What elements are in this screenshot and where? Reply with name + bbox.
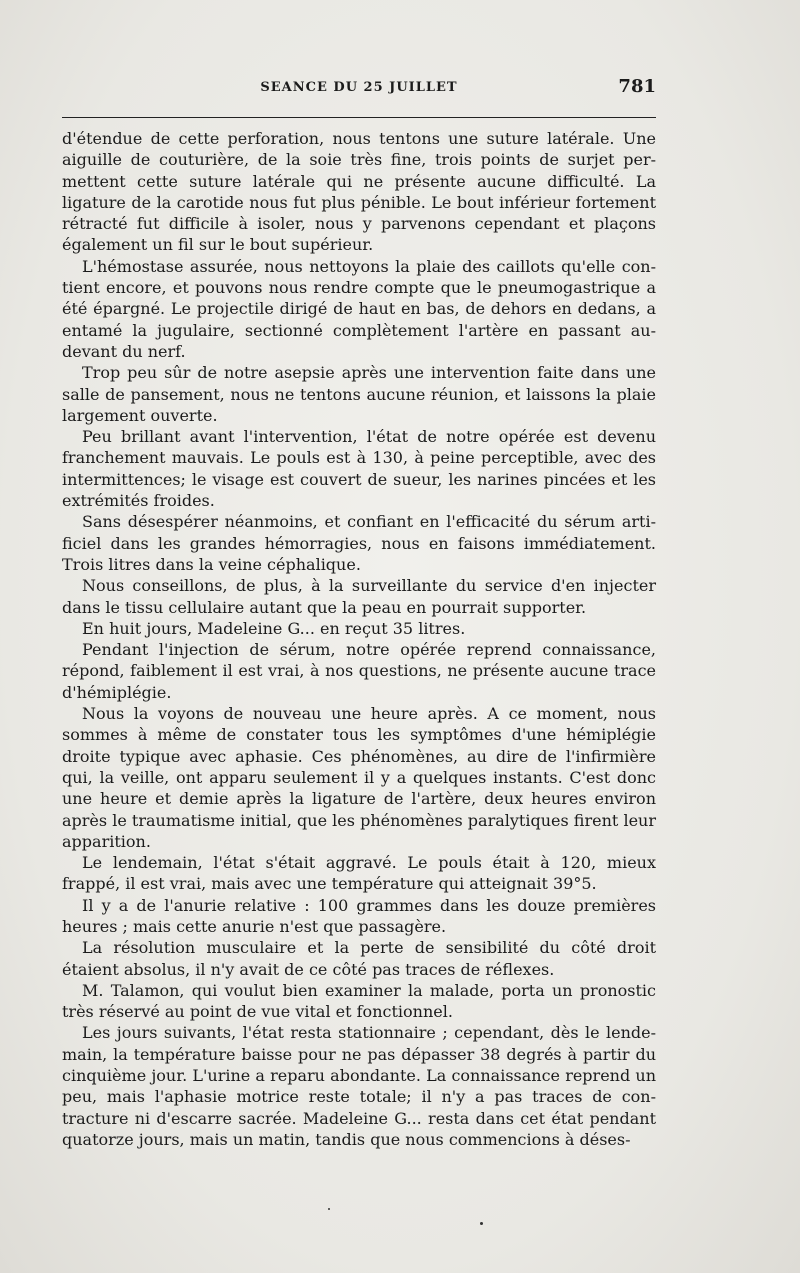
paragraph: Nous la voyons de nouveau une heure après. A ce moment, nous sommes à même de constater tous les symptômes d'une hémiplégie droite typique avec aphasie. Ces phénomènes, au dire de l'infirmière qui, la veille, ont apparu seulement il y a quelques instants. C'est donc une heure et demie après la ligature de l'artère, deux heures environ après le traumatisme initial, que les phénomènes paralytiques firent leur apparition.	[62, 704, 656, 851]
paragraph: En huit jours, Madeleine G... en reçut 35 litres.	[82, 618, 466, 638]
running-head-title: SEANCE DU 25 JUILLET	[260, 80, 458, 95]
print-speck	[480, 1222, 483, 1225]
body-text	[62, 128, 656, 1150]
paragraph: M. Talamon, qui voulut bien examiner la malade, porta un pronostic très réservé au point de vue vital et fonctionnel.	[62, 980, 656, 1022]
header-rule	[62, 117, 656, 118]
paragraph: Nous conseillons, de plus, à la surveillante du service d'en injecter dans le tissu cellulaire autant que la peau en pourrait supporter.	[62, 576, 656, 617]
running-head	[62, 76, 656, 98]
paragraph: Le lendemain, l'état s'était aggravé. Le pouls était à 120, mieux frappé, il est vrai, mais avec une température qui atteignait 39°5.	[62, 853, 656, 894]
paragraph: La résolution musculaire et la perte de sensibilité du côté droit étaient absolus, il n'y avait de ce côté pas traces de réflexes.	[62, 938, 656, 979]
paragraph: Pendant l'injection de sérum, notre opérée reprend connaissance, répond, faiblement il est vrai, à nos questions, ne présente aucune trace d'hémiplégie.	[62, 640, 656, 702]
page-number: 781	[618, 76, 656, 97]
paragraph: L'hémostase assurée, nous nettoyons la plaie des caillots qu'elle contient encore, et pouvons nous rendre compte que le pneumogastrique a été épargné. Le projectile dirigé de haut en bas, de dehors en dedans, a entamé la jugulaire, sectionné complètement l'artère en passant au-devant du nerf.	[62, 256, 656, 361]
paragraph: Peu brillant avant l'intervention, l'état de notre opérée est devenu franchement mauvais. Le pouls est à 130, à peine perceptible, avec des intermittences; le visage est couvert de sueur, les narines pincées et les extrémités froides.	[62, 427, 656, 511]
paragraph: Il y a de l'anurie relative : 100 grammes dans les douze premières heures ; mais cette anurie n'est que passagère.	[62, 895, 656, 936]
paragraph: d'étendue de cette perforation, nous tentons une suture latérale. Une aiguille de couturière, de la soie très fine, trois points de surjet permettent cette suture latérale qui ne présente aucune difficulté. La ligature de la carotide nous fut plus pénible. Le bout inférieur fortement rétracté fut difficile à isoler, nous y parvenons cependant et plaçons également un fil sur le bout supérieur.	[62, 129, 656, 255]
paragraph: Les jours suivants, l'état resta stationnaire ; cependant, dès le lendemain, la température baisse pour ne pas dépasser 38 degrés à partir du cinquième jour. L'urine a reparu abondante. La connaissance reprend un peu, mais l'aphasie motrice reste totale; il n'y a pas traces de contracture ni d'escarre sacrée. Madeleine G... resta dans cet état pendant quatorze jours, mais un matin, tandis que nous commencions à déses-	[62, 1023, 656, 1149]
print-speck	[328, 1208, 330, 1210]
paragraph: Sans désespérer néanmoins, et confiant en l'efficacité du sérum artificiel dans les grandes hémorragies, nous en faisons immédiatement. Trois litres dans la veine céphalique.	[62, 512, 656, 574]
paragraph: Trop peu sûr de notre asepsie après une intervention faite dans une salle de pansement, nous ne tentons aucune réunion, et laissons la plaie largement ouverte.	[62, 363, 656, 425]
